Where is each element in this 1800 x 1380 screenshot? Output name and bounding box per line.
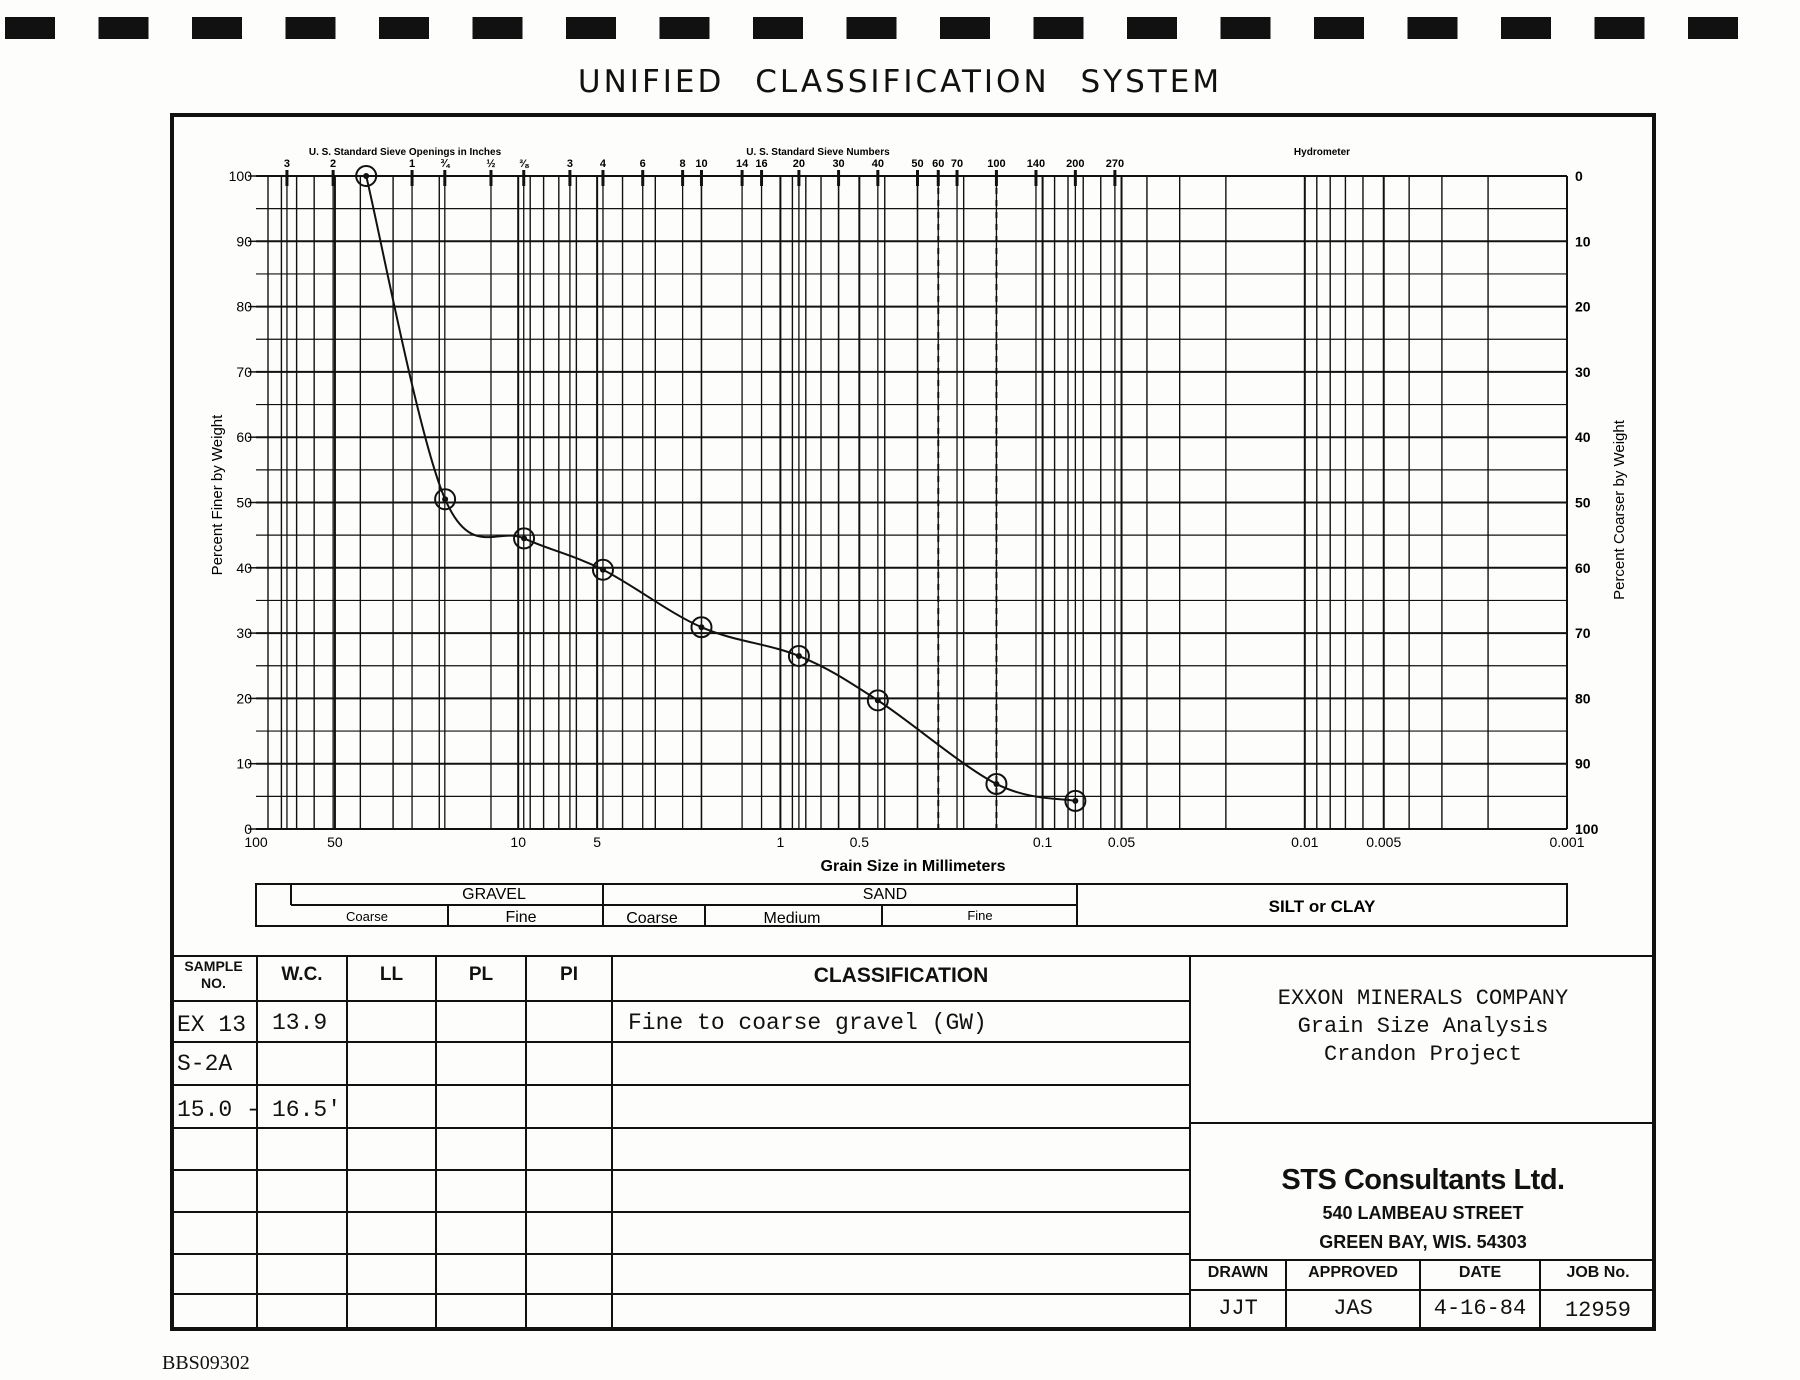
sieve-number-label: 20 [792,158,806,170]
x-tick-label: 1 [776,834,785,850]
fine-gravel-label: Fine [505,909,537,926]
data-point-dot [875,697,881,703]
y-tick-label: 20 [236,690,252,707]
row2-sample: S-2A [177,1051,233,1077]
row1-sample: EX 13 [177,1012,247,1038]
consultant-city: GREEN BAY, WIS. 54303 [1319,1232,1527,1252]
y2-tick-label: 60 [1575,559,1591,576]
y-tick-label: 90 [236,233,252,250]
x-tick-label: 0.05 [1107,834,1136,850]
project-company: EXXON MINERALS COMPANY [1277,986,1569,1011]
sieve-number-label: 200 [1066,158,1085,170]
job-value: 12959 [1564,1298,1631,1323]
sieve-numbers-title: U. S. Standard Sieve Numbers [746,147,890,158]
sieve-number-label: 6 [639,158,646,170]
header-sample-no: SAMPLE NO. [184,958,243,991]
medium-sand-label: Medium [763,910,821,927]
sieve-number-label: 40 [871,158,884,170]
y-tick-label: 80 [236,298,252,315]
date-value: 4-16-84 [1433,1296,1527,1321]
project-analysis: Grain Size Analysis [1297,1014,1549,1039]
header-classification: CLASSIFICATION [813,964,989,987]
approved-label: APPROVED [1308,1264,1398,1281]
job-label: JOB No. [1566,1264,1630,1281]
consultant-street: 540 LAMBEAU STREET [1322,1203,1524,1223]
y2-tick-label: 100 [1575,821,1599,837]
coarse-gravel-label: Coarse [346,909,388,924]
sieve-number-label: 100 [987,158,1006,170]
y2-tick-label: 0 [1575,168,1583,184]
data-point-dot [363,173,369,179]
y-tick-label: 50 [236,494,252,511]
y2-tick-label: 10 [1575,233,1591,250]
x-tick-label: 5 [593,834,602,850]
y-tick-label: 0 [244,821,252,837]
sieve-number-label: 16 [755,158,768,170]
silt-clay-label: SILT or CLAY [1268,897,1376,916]
sand-label: SAND [862,886,908,903]
row1-wc: 13.9 [272,1010,328,1036]
sieve-inch-label: ⅜ [519,158,529,170]
sieve-inches-title: U. S. Standard Sieve Openings in Inches [308,147,502,158]
y-axis-label: Percent Finer by Weight [209,414,226,576]
drawn-label: DRAWN [1207,1264,1269,1281]
data-point-dot [698,624,704,630]
header-wc: W.C. [281,964,323,985]
x-tick-label: 0.005 [1366,834,1402,850]
x-tick-label: 0.001 [1549,834,1585,850]
sieve-number-label: 60 [932,158,945,170]
row1-classification: Fine to coarse gravel (GW) [628,1010,987,1036]
header-pl: PL [468,964,494,985]
data-point-dot [993,781,999,787]
x-tick-label: 100 [244,834,268,850]
coarse-sand-label: Coarse [626,910,678,927]
document-id: BBS09302 [162,1352,250,1374]
sieve-number-label: 4 [599,158,607,170]
sieve-number-label: 30 [832,158,845,170]
data-point-dot [1072,798,1078,804]
x-tick-label: 0.5 [849,834,870,850]
sieve-inch-label: ½ [486,158,496,170]
row3-sample: 15.0 - [177,1097,260,1123]
x-tick-label: 50 [327,834,343,850]
data-point-dot [521,535,527,541]
hydrometer-title: Hydrometer [1293,147,1351,158]
y2-tick-label: 90 [1575,755,1591,772]
header-pi: PI [560,964,578,985]
sieve-number-label: 14 [735,158,749,170]
consultant-name: STS Consultants Ltd. [1281,1164,1565,1196]
x-tick-label: 0.1 [1032,834,1053,850]
y-tick-label: 100 [228,168,252,184]
header-ll: LL [379,964,404,985]
x-tick-label: 0.01 [1291,834,1319,850]
date-label: DATE [1458,1264,1502,1281]
y-tick-label: 40 [236,559,252,576]
y-tick-label: 60 [236,429,252,446]
fine-sand-label: Fine [967,908,993,923]
y-tick-label: 70 [236,363,252,380]
y2-tick-label: 20 [1575,298,1591,315]
y2-tick-label: 50 [1575,494,1591,511]
sieve-inch-label: ¾ [440,158,450,170]
sieve-inch-label: 1 [408,158,416,170]
y2-tick-label: 30 [1575,363,1591,380]
sieve-number-label: 140 [1026,158,1046,170]
row3-wc: 16.5' [272,1097,342,1123]
data-point-dot [442,496,448,502]
data-point-dot [796,653,802,659]
sieve-number-label: 10 [695,158,708,170]
sieve-inch-label: 2 [330,158,337,170]
top-sieve-ticks [287,170,1115,186]
sieve-number-label: 8 [679,158,686,170]
x-axis-label: Grain Size in Millimeters [820,858,1006,875]
approved-value: JAS [1333,1296,1373,1321]
drawn-value: JJT [1218,1296,1258,1321]
data-point-dot [600,567,606,573]
sieve-inch-label: 3 [283,158,291,170]
y2-axis-label: Percent Coarser by Weight [1611,420,1628,600]
sieve-number-label: 3 [566,158,573,170]
x-tick-label: 10 [510,834,526,850]
project-name: Crandon Project [1323,1042,1523,1067]
gradation-curve [366,176,1075,801]
y2-tick-label: 70 [1575,625,1591,642]
sieve-number-label: 270 [1105,158,1125,170]
y-tick-label: 10 [236,755,252,772]
sieve-number-label: 50 [911,158,924,170]
gravel-label: GRAVEL [462,886,526,903]
y-tick-label: 30 [236,625,252,642]
page-title: UNIFIED CLASSIFICATION SYSTEM [577,64,1223,100]
sieve-number-label: 70 [950,158,964,170]
y2-tick-label: 80 [1575,690,1591,707]
y2-tick-label: 40 [1575,429,1591,446]
